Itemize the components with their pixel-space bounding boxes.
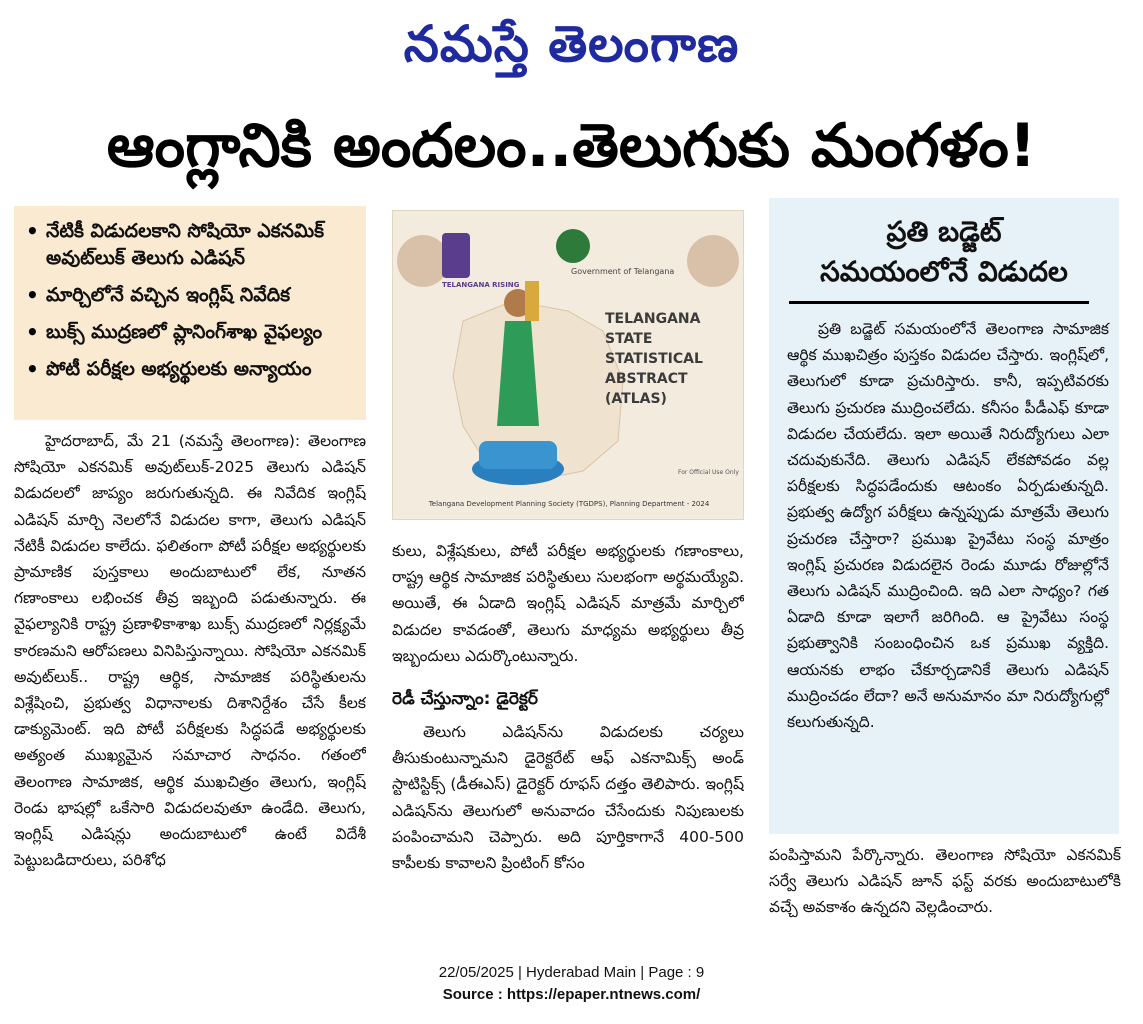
bullet-icon: • — [26, 219, 39, 243]
sidebar-box — [769, 198, 1119, 834]
article-column-2 — [392, 538, 744, 928]
newspaper-masthead: నమస్తే తెలంగాణ — [403, 14, 740, 73]
highlight-item: • నేటికీ విడుదలకాని సోషియో ఎకనమిక్ అవుట్‌లుక్ తెలుగు ఎడిషన్ — [26, 219, 325, 269]
footer-source-link[interactable]: Source : https://epaper.ntnews.com/ — [442, 986, 701, 1003]
highlight-item: • బుక్స్ ముద్రణలో ప్లానింగ్‌శాఖ వైఫల్యం — [26, 320, 323, 344]
portrait-right — [687, 235, 739, 287]
highlight-item: • పోటీ పరీక్షల అభ్యర్థులకు అన్యాయం — [26, 357, 312, 381]
article-body: తెలుగు ఎడిషన్‌ను విడుదలకు చర్యలు తీసుకుంటున్నామని డైరెక్టరేట్ ఆఫ్ ఎకనామిక్స్ అండ్ స్టాటిస్టిక్స్ (డీఈఎస్) డైరెక్టర్ రూఫస్ దత్తం తెలిపారు. ఇంగ్లిష్ ఎడిషన్‌ను తెలుగులో అనువాదం చేసేందుకు నిపుణులకు పంపించామని చెప్పారు. అది పూర్తికాగానే 400-500 కాపీలకు కావాలని ప్రింటింగ్ కోసం — [392, 723, 744, 873]
poster-official-text: For Official Use Only — [678, 469, 739, 476]
highlights-box — [14, 206, 366, 420]
poster-rising-text: TELANGANA RISING — [442, 281, 520, 289]
highlights-list — [26, 218, 358, 383]
article-body: కులు, విశ్లేషకులు, పోటీ పరీక్షల అభ్యర్థులకు గణాంకాలు, రాష్ట్ర ఆర్థిక సామాజిక పరిస్థితులు సులభంగా అర్థమయ్యేవి. అయితే, ఈ ఏడాది ఇంగ్లిష్ ఎడిషన్ మాత్రమే మార్చిలో విడుదల కావడంతో, తెలుగు మాధ్యమ అభ్యర్థులు తీవ్ర ఇబ్బందులు ఎదుర్కొంటున్నారు. — [392, 542, 744, 665]
highlight-item: • మార్చిలోనే వచ్చిన ఇంగ్లిష్ నివేదిక — [26, 283, 291, 307]
sidebar-title: ప్రతి బడ్జెట్ సమయంలోనే విడుదల — [820, 215, 1068, 288]
footer-date-edition: 22/05/2025 | Hyderabad Main | Page : 9 — [438, 964, 705, 981]
bullet-icon: • — [26, 320, 39, 344]
sidebar-body: ప్రతి బడ్జెట్ సమయంలోనే తెలంగాణ సామాజిక ఆర్థిక ముఖచిత్రం పుస్తకం విడుదల చేస్తారు. ఇంగ్లిష్‌లో, తెలుగులో కూడా ప్రచురిస్తారు. కానీ, ఇప్పటివరకు తెలుగు ప్రచురణ ముద్రించలేదు. కనీసం పీడీఎఫ్ కూడా విడుదల చేయలేదు. ఇలా అయితే నిరుద్యోగులు ఎలా చదువుకునేది. తెలుగు ఎడిషన్ లేకపోవడం వల్ల పరీక్షలకు సిద్ధపడేందుకు ఆటంకం ఏర్పడుతున్నది. ప్రభుత్వ ఉద్యోగ పరీక్షలు ఉన్నప్పుడు మాత్రమే తెలుగు ప్రచురణ చేస్తారా? ప్రముఖ ప్రైవేటు సంస్థ మాత్రం ఇంగ్లిష్ ప్రచురణ విడుదలైన రెండు మూడు రోజుల్లోనే తెలుగు ఎడిషన్ ముద్రించింది. ఇది ఎలా సాధ్యం? గత ఏడాది కూడా ఇలాగే జరిగింది. ఆ ప్రైవేటు సంస్థ ప్రభుత్వానికి సంబంధించిన ఒక ప్రముఖ వ్యక్తిది. ఆయనకు లాభం చేకూర్చడానికే తెలుగు ఎడిషన్ ముద్రించడం లేదా? అనే అనుమానం మా నిరుద్యోగుల్లో కలుగుతున్నది. — [787, 320, 1109, 732]
article-column-1 — [14, 428, 366, 928]
poster-footer: Telangana Development Planning Society (TGDPS), Planning Department - 2024 — [428, 500, 710, 508]
portrait-left — [397, 235, 449, 287]
sidebar-divider — [789, 301, 1089, 304]
statistical-abstract-image — [392, 210, 744, 520]
article-subheading: రెడీ చేస్తున్నాం: డైరెక్టర్ — [392, 689, 538, 710]
poster-govt-text: Government of Telangana — [571, 267, 675, 276]
article-body: పంపిస్తామని పేర్కొన్నారు. తెలంగాణ సోషియో ఎకనమిక్ సర్వే తెలుగు ఎడిషన్ జూన్ ఫస్ట్ వరకు అందుబాటులోకి వచ్చే అవకాశం ఉన్నదని వెల్లడించారు. — [769, 846, 1121, 917]
page-footer — [0, 962, 1143, 1006]
page-headline: ఆంగ్లానికి అందలం..తెలుగుకు మంగళం! — [106, 111, 1037, 181]
bullet-icon: • — [26, 357, 39, 381]
poster-title: TELANGANA STATE STATISTICAL ABSTRACT (ATLAS) — [605, 311, 703, 407]
bullet-icon: • — [26, 283, 39, 307]
article-column-3-end — [769, 842, 1121, 932]
article-body: హైదరాబాద్, మే 21 (నమస్తే తెలంగాణ): తెలంగాణ సోషియో ఎకనమిక్ అవుట్‌లుక్-2025 తెలుగు ఎడిషన్ విడుదలలో జాప్యం జరుగుతున్నది. ఈ నివేదిక ఇంగ్లిష్ ఎడిషన్ మార్చి నెలలోనే విడుదల కాగా, తెలుగు ఎడిషన్ నేటికీ విడుదల కాలేదు. ఫలితంగా పోటీ పరీక్షల అభ్యర్థులకు ప్రామాణిక పుస్తకాలు అందుబాటులో లేక, నూతన గణాంకాలు లభించక తీవ్ర ఇబ్బంది పడుతున్నారు. ఈ వైఫల్యానికి రాష్ట్ర ప్రణాళికాశాఖ బుక్స్ ముద్రణలో నిర్లక్ష్యమే కారణమని ఆరోపణలు వినిపిస్తున్నాయి. సోషియో ఎకనమిక్ అవుట్‌లుక్.. రాష్ట్ర ఆర్థిక, సామాజిక పరిస్థితులను విశ్లేషించి, ప్రభుత్వ విధానాలకు దిశానిర్దేశం చేసే కీలక డాక్యుమెంట్. ఇది పోటీ పరీక్షలకు సిద్ధపడే అభ్యర్థులకు అత్యంత ముఖ్యమైన సమాచార సాధనం. గతంలో తెలంగాణ సామాజిక, ఆర్థిక ముఖచిత్రం తెలుగు, ఇంగ్లిష్ రెండు భాషల్లో ఒకేసారి విడుదలవుతూ ఉండేది. తెలుగు, ఇంగ్లిష్ ఎడిషన్లు అందుబాటులో ఉంటే విదేశీ పెట్టుబడిదారులు, పరిశోధ — [14, 432, 366, 870]
